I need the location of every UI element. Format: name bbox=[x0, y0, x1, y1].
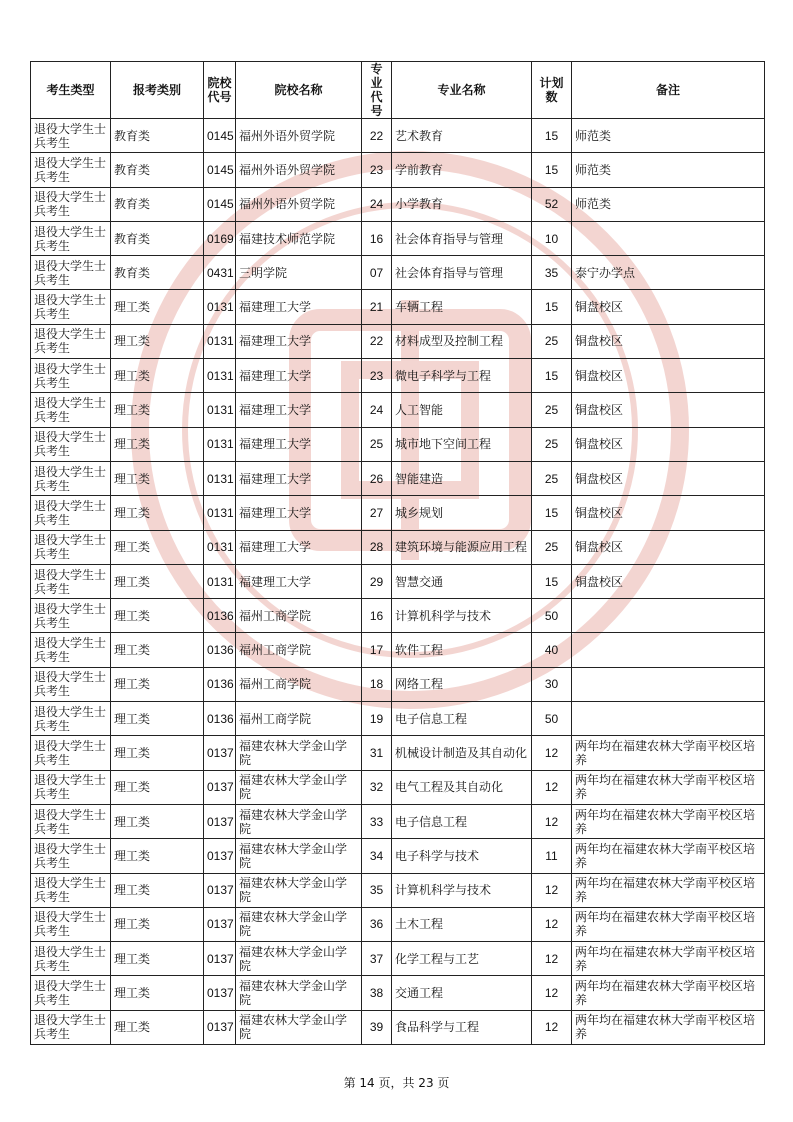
admission-plan-table bbox=[30, 61, 765, 1045]
table-row bbox=[31, 942, 765, 976]
cell-school-code: 0145 bbox=[204, 153, 236, 187]
cell-type: 退役大学生士兵考生 bbox=[31, 496, 111, 530]
cell-school-code: 0137 bbox=[204, 873, 236, 907]
cell-note: 铜盘校区 bbox=[572, 359, 765, 393]
cell-school-name: 福州外语外贸学院 bbox=[236, 153, 362, 187]
cell-school-name: 福建理工大学 bbox=[236, 496, 362, 530]
cell-school-code: 0131 bbox=[204, 290, 236, 324]
cell-type: 退役大学生士兵考生 bbox=[31, 187, 111, 221]
cell-plan: 15 bbox=[532, 496, 572, 530]
cell-category: 教育类 bbox=[111, 119, 204, 153]
cell-plan: 10 bbox=[532, 221, 572, 255]
cell-plan: 15 bbox=[532, 359, 572, 393]
cell-major-code: 28 bbox=[362, 530, 392, 564]
table-row bbox=[31, 461, 765, 495]
header-type: 考生类型 bbox=[31, 62, 111, 119]
cell-plan: 11 bbox=[532, 839, 572, 873]
cell-school-code: 0169 bbox=[204, 221, 236, 255]
cell-major-code: 33 bbox=[362, 804, 392, 838]
cell-category: 理工类 bbox=[111, 702, 204, 736]
cell-category: 理工类 bbox=[111, 461, 204, 495]
table-row bbox=[31, 770, 765, 804]
cell-school-name: 福建理工大学 bbox=[236, 564, 362, 598]
cell-major-code: 16 bbox=[362, 221, 392, 255]
cell-school-code: 0137 bbox=[204, 736, 236, 770]
cell-major-code: 29 bbox=[362, 564, 392, 598]
cell-note: 铜盘校区 bbox=[572, 496, 765, 530]
cell-school-code: 0137 bbox=[204, 839, 236, 873]
cell-school-name: 三明学院 bbox=[236, 256, 362, 290]
cell-major-code: 36 bbox=[362, 907, 392, 941]
cell-type: 退役大学生士兵考生 bbox=[31, 221, 111, 255]
cell-category: 理工类 bbox=[111, 633, 204, 667]
table-body bbox=[31, 119, 765, 1045]
cell-category: 理工类 bbox=[111, 942, 204, 976]
cell-category: 理工类 bbox=[111, 736, 204, 770]
cell-major-name: 计算机科学与技术 bbox=[392, 873, 532, 907]
cell-note: 铜盘校区 bbox=[572, 290, 765, 324]
table-row bbox=[31, 496, 765, 530]
cell-major-code: 07 bbox=[362, 256, 392, 290]
cell-school-name: 福建理工大学 bbox=[236, 393, 362, 427]
cell-type: 退役大学生士兵考生 bbox=[31, 839, 111, 873]
table-row bbox=[31, 530, 765, 564]
cell-note bbox=[572, 599, 765, 633]
cell-plan: 12 bbox=[532, 736, 572, 770]
cell-plan: 15 bbox=[532, 119, 572, 153]
cell-note bbox=[572, 221, 765, 255]
cell-major-name: 智慧交通 bbox=[392, 564, 532, 598]
cell-type: 退役大学生士兵考生 bbox=[31, 736, 111, 770]
cell-school-code: 0137 bbox=[204, 1010, 236, 1044]
cell-note: 铜盘校区 bbox=[572, 461, 765, 495]
table-row bbox=[31, 221, 765, 255]
cell-plan: 15 bbox=[532, 290, 572, 324]
header-school-name: 院校名称 bbox=[236, 62, 362, 119]
cell-major-code: 21 bbox=[362, 290, 392, 324]
cell-school-name: 福建农林大学金山学院 bbox=[236, 770, 362, 804]
cell-note: 铜盘校区 bbox=[572, 393, 765, 427]
cell-category: 教育类 bbox=[111, 221, 204, 255]
cell-category: 理工类 bbox=[111, 427, 204, 461]
cell-note: 铜盘校区 bbox=[572, 530, 765, 564]
cell-category: 理工类 bbox=[111, 564, 204, 598]
cell-note: 两年均在福建农林大学南平校区培养 bbox=[572, 770, 765, 804]
cell-type: 退役大学生士兵考生 bbox=[31, 942, 111, 976]
cell-major-code: 19 bbox=[362, 702, 392, 736]
cell-note bbox=[572, 667, 765, 701]
cell-school-code: 0137 bbox=[204, 770, 236, 804]
cell-category: 理工类 bbox=[111, 324, 204, 358]
cell-note: 两年均在福建农林大学南平校区培养 bbox=[572, 839, 765, 873]
cell-major-code: 22 bbox=[362, 119, 392, 153]
cell-major-name: 网络工程 bbox=[392, 667, 532, 701]
cell-type: 退役大学生士兵考生 bbox=[31, 599, 111, 633]
cell-school-name: 福州外语外贸学院 bbox=[236, 119, 362, 153]
cell-school-code: 0136 bbox=[204, 599, 236, 633]
cell-category: 理工类 bbox=[111, 1010, 204, 1044]
table-row bbox=[31, 359, 765, 393]
cell-type: 退役大学生士兵考生 bbox=[31, 427, 111, 461]
cell-school-code: 0131 bbox=[204, 461, 236, 495]
cell-category: 理工类 bbox=[111, 393, 204, 427]
cell-major-name: 学前教育 bbox=[392, 153, 532, 187]
header-school-code: 院校代号 bbox=[204, 62, 236, 119]
cell-major-name: 城乡规划 bbox=[392, 496, 532, 530]
cell-school-code: 0131 bbox=[204, 530, 236, 564]
cell-plan: 12 bbox=[532, 873, 572, 907]
cell-note: 师范类 bbox=[572, 153, 765, 187]
cell-major-code: 39 bbox=[362, 1010, 392, 1044]
table-row bbox=[31, 839, 765, 873]
cell-type: 退役大学生士兵考生 bbox=[31, 564, 111, 598]
cell-category: 教育类 bbox=[111, 256, 204, 290]
cell-type: 退役大学生士兵考生 bbox=[31, 804, 111, 838]
cell-major-name: 电子信息工程 bbox=[392, 804, 532, 838]
cell-type: 退役大学生士兵考生 bbox=[31, 324, 111, 358]
cell-type: 退役大学生士兵考生 bbox=[31, 873, 111, 907]
cell-note: 两年均在福建农林大学南平校区培养 bbox=[572, 942, 765, 976]
cell-note bbox=[572, 702, 765, 736]
cell-school-name: 福州工商学院 bbox=[236, 702, 362, 736]
cell-note: 两年均在福建农林大学南平校区培养 bbox=[572, 976, 765, 1010]
cell-major-code: 25 bbox=[362, 427, 392, 461]
table-row bbox=[31, 1010, 765, 1044]
cell-major-name: 食品科学与工程 bbox=[392, 1010, 532, 1044]
cell-major-code: 31 bbox=[362, 736, 392, 770]
cell-plan: 25 bbox=[532, 530, 572, 564]
table-row bbox=[31, 804, 765, 838]
cell-category: 理工类 bbox=[111, 976, 204, 1010]
cell-plan: 15 bbox=[532, 564, 572, 598]
cell-plan: 12 bbox=[532, 804, 572, 838]
cell-major-code: 23 bbox=[362, 153, 392, 187]
table-row bbox=[31, 119, 765, 153]
cell-plan: 52 bbox=[532, 187, 572, 221]
cell-plan: 25 bbox=[532, 324, 572, 358]
table-row bbox=[31, 976, 765, 1010]
cell-note: 两年均在福建农林大学南平校区培养 bbox=[572, 736, 765, 770]
cell-school-name: 福建理工大学 bbox=[236, 530, 362, 564]
cell-plan: 25 bbox=[532, 393, 572, 427]
page-footer: 第 14 页，共 23 页 bbox=[343, 1076, 450, 1090]
table-row bbox=[31, 633, 765, 667]
cell-school-code: 0136 bbox=[204, 667, 236, 701]
cell-note: 两年均在福建农林大学南平校区培养 bbox=[572, 873, 765, 907]
cell-major-name: 建筑环境与能源应用工程 bbox=[392, 530, 532, 564]
cell-plan: 35 bbox=[532, 256, 572, 290]
cell-plan: 15 bbox=[532, 153, 572, 187]
cell-type: 退役大学生士兵考生 bbox=[31, 770, 111, 804]
cell-type: 退役大学生士兵考生 bbox=[31, 633, 111, 667]
cell-major-name: 社会体育指导与管理 bbox=[392, 221, 532, 255]
cell-major-name: 机械设计制造及其自动化 bbox=[392, 736, 532, 770]
header-major-code: 专业代号 bbox=[362, 62, 392, 119]
cell-plan: 40 bbox=[532, 633, 572, 667]
table-row bbox=[31, 564, 765, 598]
cell-major-name: 电气工程及其自动化 bbox=[392, 770, 532, 804]
cell-major-name: 化学工程与工艺 bbox=[392, 942, 532, 976]
cell-category: 理工类 bbox=[111, 873, 204, 907]
cell-note: 两年均在福建农林大学南平校区培养 bbox=[572, 1010, 765, 1044]
table-row bbox=[31, 702, 765, 736]
cell-category: 教育类 bbox=[111, 153, 204, 187]
cell-school-name: 福建理工大学 bbox=[236, 324, 362, 358]
cell-category: 理工类 bbox=[111, 770, 204, 804]
cell-major-name: 人工智能 bbox=[392, 393, 532, 427]
cell-category: 理工类 bbox=[111, 496, 204, 530]
cell-school-name: 福建农林大学金山学院 bbox=[236, 839, 362, 873]
cell-major-code: 35 bbox=[362, 873, 392, 907]
cell-type: 退役大学生士兵考生 bbox=[31, 667, 111, 701]
cell-major-name: 计算机科学与技术 bbox=[392, 599, 532, 633]
cell-major-code: 37 bbox=[362, 942, 392, 976]
cell-plan: 12 bbox=[532, 770, 572, 804]
cell-major-code: 23 bbox=[362, 359, 392, 393]
cell-school-name: 福建理工大学 bbox=[236, 359, 362, 393]
cell-school-name: 福建农林大学金山学院 bbox=[236, 873, 362, 907]
cell-school-name: 福州工商学院 bbox=[236, 599, 362, 633]
cell-school-code: 0131 bbox=[204, 393, 236, 427]
cell-school-code: 0137 bbox=[204, 804, 236, 838]
cell-school-name: 福建农林大学金山学院 bbox=[236, 907, 362, 941]
cell-school-name: 福建理工大学 bbox=[236, 461, 362, 495]
cell-note: 两年均在福建农林大学南平校区培养 bbox=[572, 804, 765, 838]
cell-school-name: 福州工商学院 bbox=[236, 633, 362, 667]
cell-plan: 25 bbox=[532, 461, 572, 495]
table-row bbox=[31, 187, 765, 221]
cell-category: 理工类 bbox=[111, 530, 204, 564]
cell-major-code: 38 bbox=[362, 976, 392, 1010]
cell-category: 理工类 bbox=[111, 290, 204, 324]
cell-category: 理工类 bbox=[111, 839, 204, 873]
cell-type: 退役大学生士兵考生 bbox=[31, 153, 111, 187]
cell-note: 铜盘校区 bbox=[572, 564, 765, 598]
header-major-name: 专业名称 bbox=[392, 62, 532, 119]
cell-major-name: 智能建造 bbox=[392, 461, 532, 495]
cell-note: 师范类 bbox=[572, 119, 765, 153]
cell-category: 理工类 bbox=[111, 907, 204, 941]
table-row bbox=[31, 736, 765, 770]
table-row bbox=[31, 153, 765, 187]
cell-school-name: 福建农林大学金山学院 bbox=[236, 1010, 362, 1044]
cell-school-code: 0131 bbox=[204, 496, 236, 530]
cell-major-name: 车辆工程 bbox=[392, 290, 532, 324]
cell-school-name: 福建农林大学金山学院 bbox=[236, 736, 362, 770]
cell-major-code: 32 bbox=[362, 770, 392, 804]
cell-plan: 12 bbox=[532, 942, 572, 976]
cell-major-code: 34 bbox=[362, 839, 392, 873]
cell-major-code: 24 bbox=[362, 393, 392, 427]
table-row bbox=[31, 393, 765, 427]
cell-note: 两年均在福建农林大学南平校区培养 bbox=[572, 907, 765, 941]
table-row bbox=[31, 290, 765, 324]
cell-type: 退役大学生士兵考生 bbox=[31, 907, 111, 941]
cell-type: 退役大学生士兵考生 bbox=[31, 530, 111, 564]
cell-plan: 25 bbox=[532, 427, 572, 461]
cell-school-name: 福建理工大学 bbox=[236, 427, 362, 461]
cell-school-name: 福建理工大学 bbox=[236, 290, 362, 324]
cell-note: 师范类 bbox=[572, 187, 765, 221]
cell-category: 理工类 bbox=[111, 804, 204, 838]
cell-plan: 12 bbox=[532, 907, 572, 941]
cell-school-code: 0431 bbox=[204, 256, 236, 290]
table-row bbox=[31, 907, 765, 941]
cell-school-code: 0131 bbox=[204, 359, 236, 393]
cell-major-code: 22 bbox=[362, 324, 392, 358]
table-row bbox=[31, 873, 765, 907]
cell-school-code: 0136 bbox=[204, 702, 236, 736]
cell-school-code: 0131 bbox=[204, 324, 236, 358]
cell-school-code: 0137 bbox=[204, 907, 236, 941]
cell-school-code: 0131 bbox=[204, 564, 236, 598]
cell-major-code: 27 bbox=[362, 496, 392, 530]
cell-type: 退役大学生士兵考生 bbox=[31, 119, 111, 153]
cell-school-code: 0136 bbox=[204, 633, 236, 667]
table-row bbox=[31, 324, 765, 358]
cell-category: 教育类 bbox=[111, 187, 204, 221]
cell-major-code: 24 bbox=[362, 187, 392, 221]
cell-type: 退役大学生士兵考生 bbox=[31, 393, 111, 427]
cell-type: 退役大学生士兵考生 bbox=[31, 256, 111, 290]
cell-school-code: 0137 bbox=[204, 976, 236, 1010]
cell-type: 退役大学生士兵考生 bbox=[31, 1010, 111, 1044]
cell-school-code: 0137 bbox=[204, 942, 236, 976]
cell-note: 泰宁办学点 bbox=[572, 256, 765, 290]
cell-major-name: 电子科学与技术 bbox=[392, 839, 532, 873]
cell-major-name: 微电子科学与工程 bbox=[392, 359, 532, 393]
cell-type: 退役大学生士兵考生 bbox=[31, 290, 111, 324]
cell-major-code: 26 bbox=[362, 461, 392, 495]
cell-category: 理工类 bbox=[111, 599, 204, 633]
cell-major-name: 艺术教育 bbox=[392, 119, 532, 153]
cell-category: 理工类 bbox=[111, 667, 204, 701]
cell-plan: 12 bbox=[532, 976, 572, 1010]
cell-school-name: 福建农林大学金山学院 bbox=[236, 976, 362, 1010]
cell-school-code: 0145 bbox=[204, 119, 236, 153]
cell-major-name: 社会体育指导与管理 bbox=[392, 256, 532, 290]
header-note: 备注 bbox=[572, 62, 765, 119]
cell-plan: 50 bbox=[532, 702, 572, 736]
table-row bbox=[31, 667, 765, 701]
cell-school-name: 福建技术师范学院 bbox=[236, 221, 362, 255]
cell-plan: 30 bbox=[532, 667, 572, 701]
cell-major-code: 16 bbox=[362, 599, 392, 633]
cell-school-name: 福州工商学院 bbox=[236, 667, 362, 701]
cell-note bbox=[572, 633, 765, 667]
cell-major-name: 材料成型及控制工程 bbox=[392, 324, 532, 358]
cell-note: 铜盘校区 bbox=[572, 324, 765, 358]
cell-plan: 50 bbox=[532, 599, 572, 633]
table-row bbox=[31, 599, 765, 633]
cell-school-name: 福建农林大学金山学院 bbox=[236, 804, 362, 838]
cell-major-name: 软件工程 bbox=[392, 633, 532, 667]
header-plan: 计划数 bbox=[532, 62, 572, 119]
cell-school-name: 福州外语外贸学院 bbox=[236, 187, 362, 221]
cell-major-name: 电子信息工程 bbox=[392, 702, 532, 736]
cell-major-code: 17 bbox=[362, 633, 392, 667]
cell-major-name: 小学教育 bbox=[392, 187, 532, 221]
header-category: 报考类别 bbox=[111, 62, 204, 119]
cell-school-code: 0131 bbox=[204, 427, 236, 461]
table-row bbox=[31, 256, 765, 290]
cell-major-name: 交通工程 bbox=[392, 976, 532, 1010]
cell-major-name: 城市地下空间工程 bbox=[392, 427, 532, 461]
cell-school-name: 福建农林大学金山学院 bbox=[236, 942, 362, 976]
table-row bbox=[31, 427, 765, 461]
cell-school-code: 0145 bbox=[204, 187, 236, 221]
cell-type: 退役大学生士兵考生 bbox=[31, 702, 111, 736]
cell-type: 退役大学生士兵考生 bbox=[31, 359, 111, 393]
cell-major-name: 土木工程 bbox=[392, 907, 532, 941]
cell-type: 退役大学生士兵考生 bbox=[31, 461, 111, 495]
table-header-row bbox=[31, 62, 765, 119]
cell-plan: 12 bbox=[532, 1010, 572, 1044]
cell-note: 铜盘校区 bbox=[572, 427, 765, 461]
cell-major-code: 18 bbox=[362, 667, 392, 701]
cell-type: 退役大学生士兵考生 bbox=[31, 976, 111, 1010]
cell-category: 理工类 bbox=[111, 359, 204, 393]
